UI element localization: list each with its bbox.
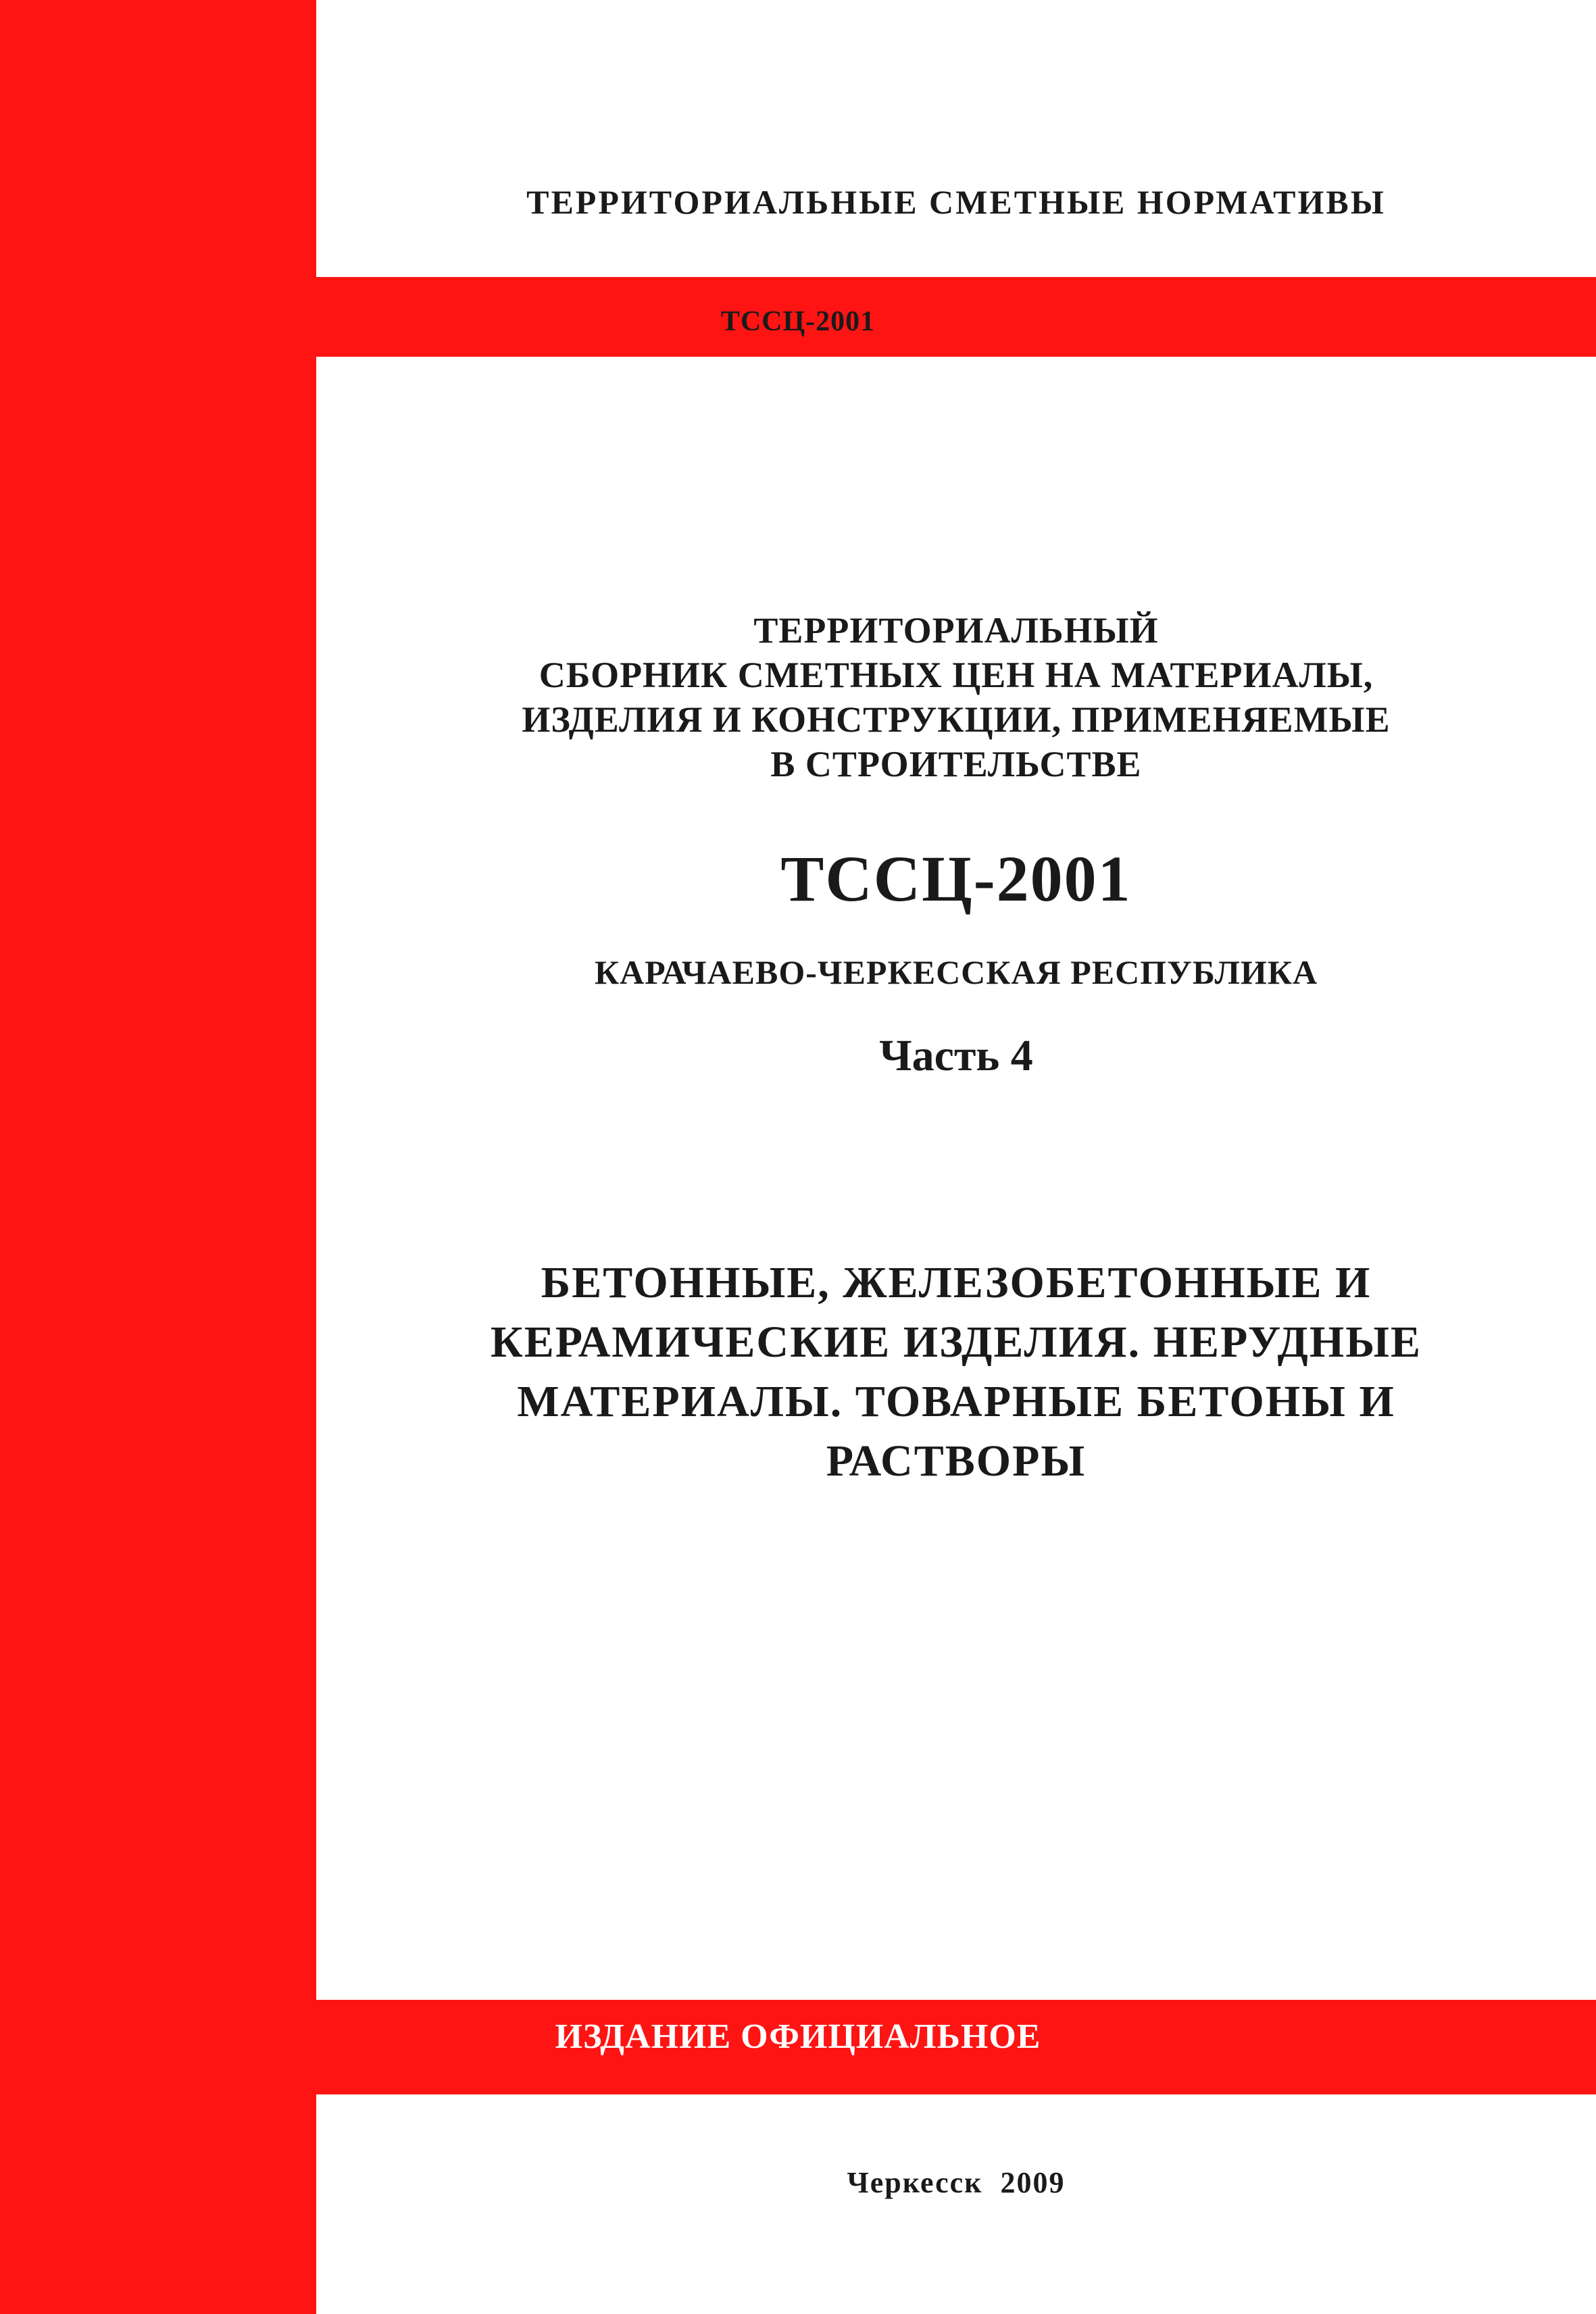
- title-line: ИЗДЕЛИЯ И КОНСТРУКЦИИ, ПРИМЕНЯЕМЫЕ: [522, 699, 1391, 740]
- imprint-year: 2009: [1000, 2166, 1066, 2199]
- part-number: Часть 4: [879, 1031, 1033, 1080]
- subject-line: РАСТВОРЫ: [826, 1436, 1087, 1486]
- subject-line: КЕРАМИЧЕСКИЕ ИЗДЕЛИЯ. НЕРУДНЫЕ: [490, 1317, 1422, 1367]
- subject-line: БЕТОННЫЕ, ЖЕЛЕЗОБЕТОННЫЕ И: [541, 1258, 1372, 1307]
- band-code: ТССЦ-2001: [720, 306, 876, 337]
- subject-line: МАТЕРИАЛЫ. ТОВАРНЫЕ БЕТОНЫ И: [517, 1377, 1395, 1426]
- imprint: [316, 2165, 1596, 2200]
- title-line: В СТРОИТЕЛЬСТВЕ: [770, 744, 1142, 784]
- title-line: ТЕРРИТОРИАЛЬНЫЙ: [753, 610, 1159, 651]
- collection-title: [316, 608, 1596, 786]
- region-name: КАРАЧАЕВО-ЧЕРКЕССКАЯ РЕСПУБЛИКА: [594, 953, 1318, 991]
- subject-title: [316, 1253, 1596, 1491]
- edition-label: ИЗДАНИЕ ОФИЦИАЛЬНОЕ: [555, 2017, 1041, 2056]
- series-title: ТЕРРИТОРИАЛЬНЫЕ СМЕТНЫЕ НОРМАТИВЫ: [526, 183, 1386, 221]
- imprint-city: Черкесск: [847, 2166, 983, 2199]
- title-line: СБОРНИК СМЕТНЫХ ЦЕН НА МАТЕРИАЛЫ,: [539, 655, 1374, 695]
- document-code: ТССЦ-2001: [780, 842, 1132, 915]
